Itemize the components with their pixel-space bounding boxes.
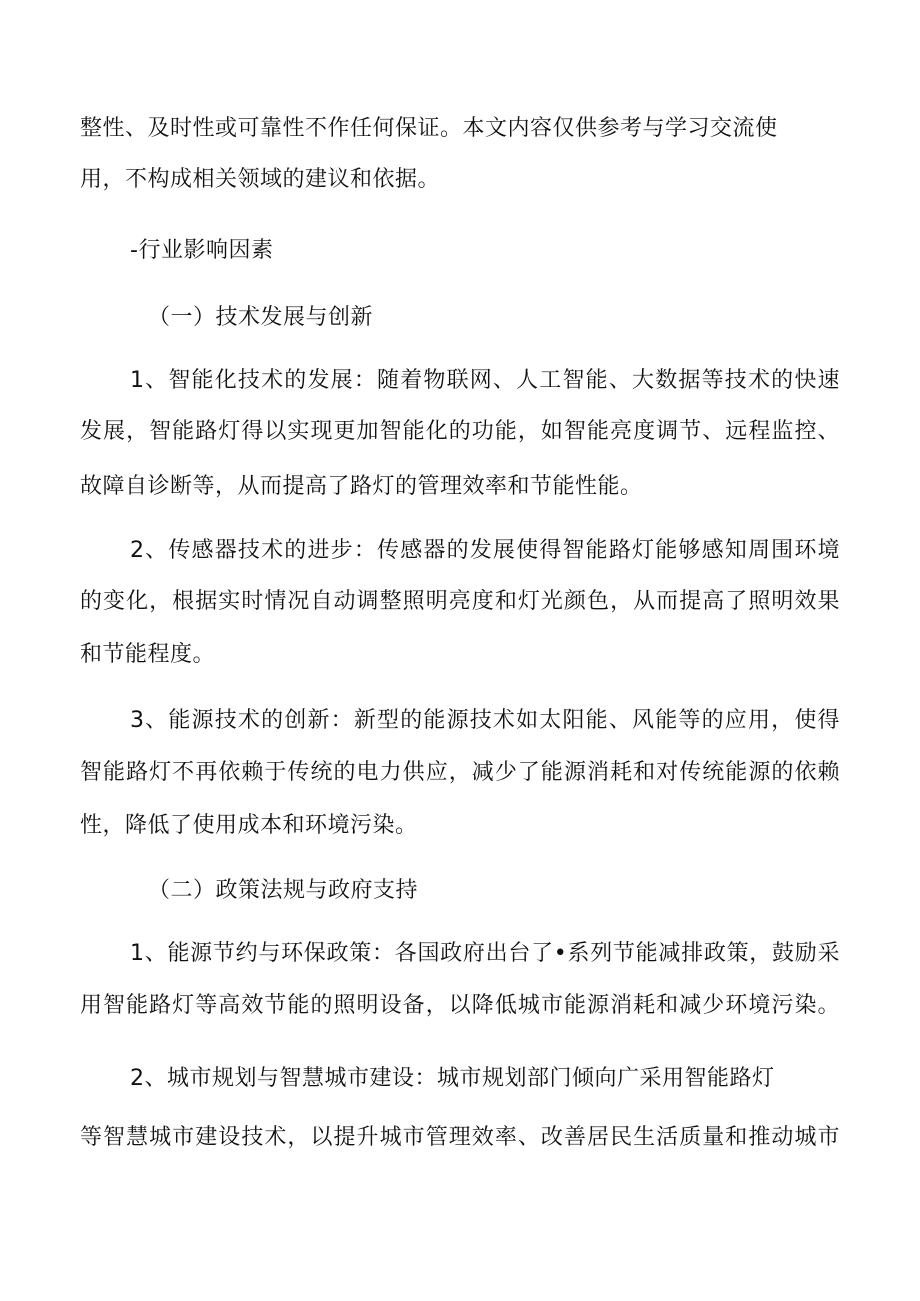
section-heading: -行业影响因素 — [130, 238, 274, 263]
paragraph-line: 1、能源节约与环保政策：各国政府出台了•系列节能减排政策，鼓励采 — [130, 941, 840, 966]
paragraph-line: 智能路灯不再依赖于传统的电力供应，减少了能源消耗和对传统能源的依赖 — [80, 760, 840, 785]
paragraph-line: 2、城市规划与智慧城市建设：城市规划部门倾向广采用智能路灯 — [130, 1066, 775, 1091]
paragraph-line: 性，降低了使用成本和环境污染。 — [80, 813, 418, 838]
paragraph-line: 等智慧城市建设技术，以提升城市管理效率、改善居民生活质量和推动城市 — [80, 1125, 840, 1150]
paragraph-line: 2、传感器技术的进步：传感器的发展使得智能路灯能够感知周围环境 — [130, 538, 840, 563]
paragraph-line: 的变化，根据实时情况自动调整照明亮度和灯光颜色，从而提高了照明效果 — [80, 589, 840, 614]
paragraph-line: 3、能源技术的创新：新型的能源技术如太阳能、风能等的应用，使得 — [130, 708, 840, 733]
paragraph-line: 和节能程度。 — [80, 642, 216, 667]
paragraph-line: 1、智能化技术的发展：随着物联网、人工智能、大数据等技术的快速 — [130, 368, 840, 393]
paragraph-line: 故障自诊断等，从而提高了路灯的管理效率和节能性能。 — [80, 474, 643, 499]
subsection-heading: （一）技术发展与创新 — [148, 305, 374, 330]
paragraph-line: 用智能路灯等高效节能的照明设备，以降低城市能源消耗和减少环境污染。 — [80, 993, 840, 1018]
paragraph-line: 整性、及时性或可靠性不作任何保证。本文内容仅供参考与学习交流使 — [80, 116, 778, 141]
subsection-heading: （二）政策法规与政府支持 — [148, 878, 419, 903]
paragraph-line: 发展，智能路灯得以实现更加智能化的功能，如智能亮度调节、远程监控、 — [80, 419, 840, 444]
paragraph-line: 用，不构成相关领域的建议和依据。 — [80, 167, 441, 192]
